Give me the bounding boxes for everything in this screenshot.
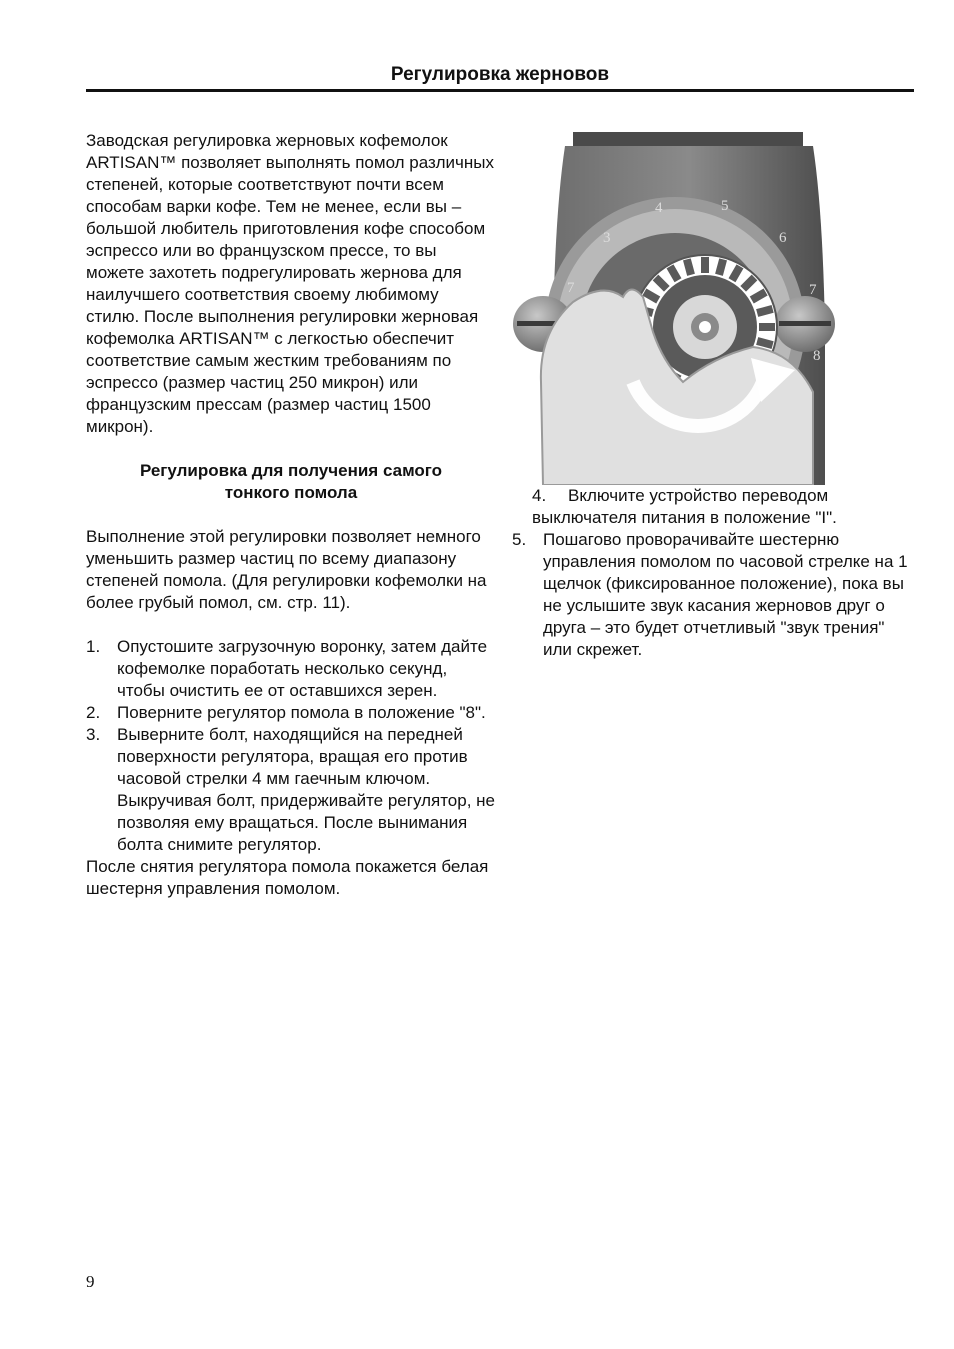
step-2-number: 2. — [86, 703, 101, 722]
intro-paragraph: Заводская регулировка жерновых кофемолок ARTISAN™ позволяет выполнять помол различных степеней, которые соответствуют почти всем способам варки кофе. Тем не менее, если вы – большой любитель приготовления кофе способом эспрессо или во французском прессе, то вы можете захотеть подрегулировать жернова для наилучшего соответствия своему любимому стилю. После выполнения регулировки жерновая кофемолка ARTISAN™ с легкостью обеспечит соответствие самым жестким требованиям по эспрессо (размер частиц 250 микрон) или французским прессам (размер частиц 1500 микрон). — [86, 131, 494, 436]
dial-number: 7 — [567, 280, 575, 296]
right-column — [512, 485, 917, 661]
page-number: 9 — [86, 1272, 95, 1291]
step-1-text: Опустошите загрузочную воронку, затем дайте кофемолке поработать несколько секунд, чтобы очистить ее от оставшихся зерен. — [117, 637, 488, 700]
dial-number: 6 — [779, 230, 787, 246]
section-subheading: Регулировка для получения самого тонкого помола — [139, 461, 443, 502]
step-2-text: Поверните регулятор помола в положение "8". — [117, 703, 486, 722]
step-4-text: Включите устройство переводом выключателя питания в положение "I". — [532, 486, 837, 527]
step-5-text: Пошагово проворачивайте шестерню управления помолом по часовой стрелке на 1 щелчок (фиксированное положение), пока вы не услышите звук касания жерновов друг о друга – это будет отчетливый "звук трения" или скрежет. — [543, 530, 908, 659]
dial-number: 5 — [721, 198, 729, 214]
dial-number: 3 — [603, 230, 611, 246]
after-steps-paragraph: После снятия регулятора помола покажется белая шестерня управления помолом. — [86, 857, 489, 898]
step-3-text: Выверните болт, находящийся на передней поверхности регулятора, вращая его против часовой стрелки 4 мм гаечным ключом. Выкручивая болт, придерживайте регулятор, не позволяя ему вращаться. После вынимания болта снимите регулятор. — [117, 725, 495, 854]
dial-number: 8 — [813, 348, 821, 364]
dial-number: 7 — [809, 282, 817, 298]
step-4-number: 4. — [532, 486, 547, 505]
step-4 — [512, 485, 917, 529]
steps-list — [86, 636, 496, 856]
gear-tooth — [701, 257, 709, 273]
gear-tooth — [759, 323, 775, 331]
steps-list-continued — [512, 529, 917, 661]
section-description: Выполнение этой регулировки позволяет немного уменьшить размер частиц по всему диапазону степеней помола. (Для регулировки кофемолки на более грубый помол, см. стр. 11). — [86, 527, 487, 612]
step-1-number: 1. — [86, 637, 101, 656]
step-5-number: 5. — [512, 530, 527, 549]
step-5 — [512, 529, 917, 661]
step-3-number: 3. — [86, 725, 101, 744]
left-column — [86, 130, 496, 900]
step-1 — [86, 636, 496, 702]
page-title: Регулировка жерновов — [390, 64, 610, 85]
step-2 — [86, 702, 496, 724]
dial-number: 4 — [655, 200, 663, 216]
grinder-adjustment-illustration — [513, 132, 835, 485]
title-underline — [86, 89, 914, 92]
step-3 — [86, 724, 496, 856]
